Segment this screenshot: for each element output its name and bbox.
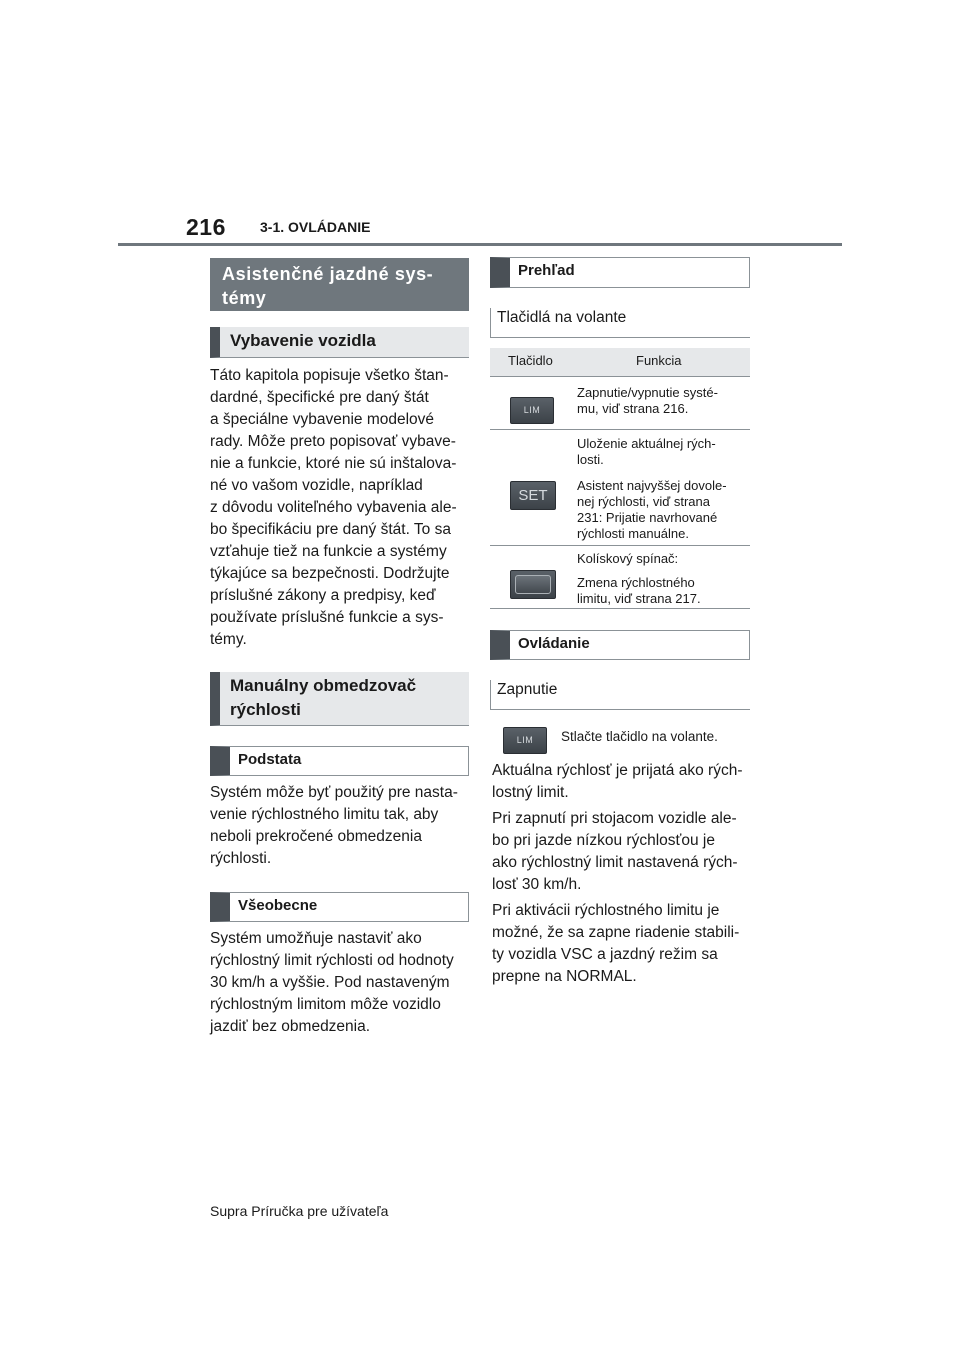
table-row <box>490 546 750 609</box>
text-line: lostný limit. <box>492 784 569 801</box>
text-line: losť 30 km/h. <box>492 876 582 893</box>
text-line: týkajúce sa bezpečnosti. Dodržujte <box>210 565 450 582</box>
text-line: nej rýchlosti, viď strana <box>577 494 710 509</box>
text-line: prepne na NORMAL. <box>492 968 637 985</box>
text-line: Systém umožňuje nastaviť ako <box>210 930 422 947</box>
text-line: rady. Môže preto popisovať vybave- <box>210 433 456 450</box>
function-text <box>577 436 727 542</box>
header-divider <box>118 243 842 246</box>
subheading-zapnutie: Zapnutie <box>490 680 750 710</box>
paragraph-podstata <box>210 782 472 870</box>
text-line: venie rýchlostného limitu tak, aby <box>210 806 439 823</box>
text-line: rýchlosti manuálne. <box>577 526 689 541</box>
text-line: mu, viď strana 216. <box>577 401 689 416</box>
heading-limiter-line-2: rýchlosti <box>230 700 301 719</box>
text-line: bo pri jazde nízkou rýchlosťou je <box>492 832 715 849</box>
text-line: neboli prekročené obmedzenia <box>210 828 422 845</box>
text-line: Zmena rýchlostného <box>577 575 695 590</box>
text-line: jazdiť bez obmedzenia. <box>210 1018 371 1035</box>
text-line: né vo vašom vozidle, napríklad <box>210 477 423 494</box>
text-line: losti. <box>577 452 604 467</box>
chapter-title-line-2: témy <box>222 288 267 308</box>
text-line: rýchlostným limitom môže vozidlo <box>210 996 441 1013</box>
heading-ovladanie: Ovládanie <box>490 630 750 660</box>
text-line: Aktuálna rýchlosť je prijatá ako rých- <box>492 762 743 779</box>
text-line: 231: Prijatie navrhované <box>577 510 718 525</box>
heading-limiter-line-1: Manuálny obmedzovač <box>230 676 417 695</box>
set-button-icon: SET <box>510 481 556 510</box>
text-line: ako rýchlostný limit nastavená rých- <box>492 854 738 871</box>
table-header <box>490 348 750 377</box>
rocker-switch-icon <box>510 570 556 599</box>
heading-vseobecne: Všeobecne <box>210 892 469 922</box>
table-row <box>490 430 750 546</box>
text-line: Systém môže byť použitý pre nasta- <box>210 784 458 801</box>
text-line: rýchlosti. <box>210 850 272 867</box>
text-line: rýchlostný limit rýchlosti od hodnoty <box>210 952 454 969</box>
table-row <box>490 377 750 430</box>
col-header-function: Funkcia <box>636 353 682 368</box>
heading-prehlad: Prehľad <box>490 257 750 288</box>
instruction-text: Stlačte tlačidlo na volante. <box>561 729 718 744</box>
lim-button-icon: LIM <box>503 727 547 754</box>
text-line: limitu, viď strana 217. <box>577 591 701 606</box>
text-line: Pri aktivácii rýchlostného limitu je <box>492 902 720 919</box>
section-label: 3-1. OVLÁDANIE <box>260 219 371 235</box>
text-line: 30 km/h a vyššie. Pod nastaveným <box>210 974 450 991</box>
text-line: témy. <box>210 631 247 648</box>
paragraph-zapnutie <box>492 760 754 988</box>
text-line: Asistent najvyššej dovole- <box>577 478 727 493</box>
paragraph-vseobecne <box>210 928 472 1038</box>
heading-podstata: Podstata <box>210 746 469 776</box>
text-line: dardné, špecifické pre daný štát <box>210 389 429 406</box>
page-number: 216 <box>186 214 226 240</box>
function-text <box>577 551 701 607</box>
text-line: vzťahuje tiež na funkcie a systémy <box>210 543 447 560</box>
lim-button-icon: LIM <box>510 397 554 424</box>
paragraph-vybavenie <box>210 365 472 651</box>
text-line: Uloženie aktuálnej rých- <box>577 436 716 451</box>
text-line: možné, že sa zapne riadenie stabili- <box>492 924 740 941</box>
text-line: Kolískový spínač: <box>577 551 679 566</box>
function-text <box>577 385 718 417</box>
text-line: ty vozidla VSC a jazdný režim sa <box>492 946 718 963</box>
text-line: používate príslušné funkcie a sys- <box>210 609 444 626</box>
text-line: nie a funkcie, ktoré nie sú inštalova- <box>210 455 457 472</box>
text-line: bo špecifikáciu pre daný štát. To sa <box>210 521 451 538</box>
chapter-title <box>210 258 469 311</box>
text-line: príslušné zákony a predpisy, keď <box>210 587 436 604</box>
subheading-tlacidla: Tlačidlá na volante <box>490 308 750 338</box>
text-line: Zapnutie/vypnutie systé- <box>577 385 718 400</box>
heading-vybavenie: Vybavenie vozidla <box>210 327 469 358</box>
heading-limiter <box>210 672 469 726</box>
col-header-button: Tlačidlo <box>508 353 553 368</box>
text-line: Táto kapitola popisuje všetko štan- <box>210 367 449 384</box>
text-line: Pri zapnutí pri stojacom vozidle ale- <box>492 810 737 827</box>
text-line: a špeciálne vybavenie modelové <box>210 411 435 428</box>
text-line: z dôvodu voliteľného vybavenia ale- <box>210 499 457 516</box>
footer-text: Supra Príručka pre užívateľa <box>210 1203 389 1219</box>
chapter-title-line-1: Asistenčné jazdné sys- <box>222 264 434 284</box>
